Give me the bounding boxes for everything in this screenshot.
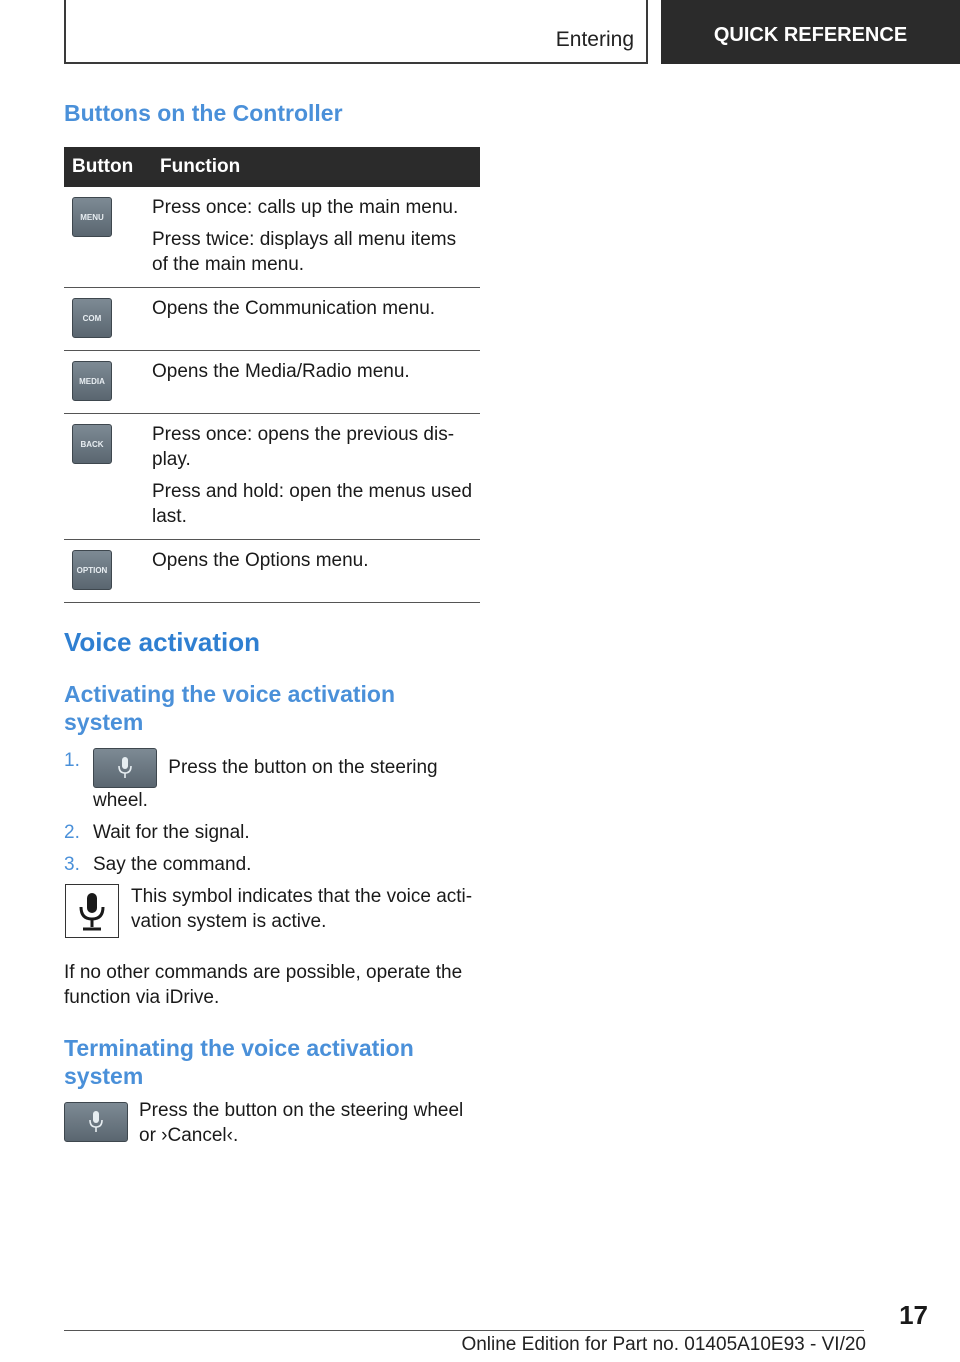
list-item (64, 748, 480, 813)
step-text: Press the button on the steering wheel. (93, 757, 438, 811)
menu-button-icon: MENU (72, 197, 112, 237)
other-commands-text: If no other commands are possible, operate the function via iDrive. (64, 962, 463, 1008)
voice-active-symbol-icon (65, 884, 119, 938)
step-number: 2. (64, 822, 80, 843)
step-text: Say the command. (93, 854, 252, 875)
footer-edition: Online Edition for Part no. 01405A10E93 - VI/20 (461, 1334, 866, 1355)
voice-symbol-note (64, 884, 480, 948)
function-text: Press once: calls up the main menu. (152, 197, 459, 218)
media-button-icon: MEDIA (72, 361, 112, 401)
function-text: Opens the Communication menu. (152, 298, 436, 319)
step-number: 3. (64, 854, 80, 875)
content-column (64, 100, 480, 1158)
table-row (64, 414, 480, 540)
page-number: 17 (899, 1300, 928, 1330)
step-text: Wait for the signal. (93, 822, 250, 843)
list-item (64, 820, 480, 845)
section-title-voice: Voice activation (64, 627, 261, 657)
com-button-icon: COM (72, 298, 112, 338)
function-text: Opens the Options menu. (152, 550, 369, 571)
table-row (64, 540, 480, 603)
column-header-button: Button (64, 147, 152, 187)
terminating-instruction (64, 1098, 480, 1158)
function-text: Opens the Media/Radio menu. (152, 361, 410, 382)
function-text: Press and hold: open the menus used last. (152, 481, 473, 527)
table-row (64, 288, 480, 351)
list-item (64, 852, 480, 877)
option-button-icon: OPTION (72, 550, 112, 590)
footer-divider (64, 1330, 864, 1331)
terminating-text: Press the button on the steering wheel or ›Cancel‹. (139, 1100, 464, 1146)
symbol-note-text: This symbol indicates that the voice acti-vation system is active. (131, 886, 473, 932)
subsection-title-activating: Activating the voice activation system (64, 681, 396, 735)
function-text: Press once: opens the previous dis-play. (152, 424, 455, 470)
header-chapter-tab: QUICK REFERENCE (661, 0, 960, 64)
subsection-title-terminating: Terminating the voice activation system (64, 1035, 414, 1089)
activation-steps (64, 748, 480, 877)
table-row (64, 187, 480, 288)
buttons-table (64, 147, 480, 603)
steering-wheel-voice-button-icon (64, 1102, 128, 1142)
back-button-icon: BACK (72, 424, 112, 464)
steering-wheel-voice-button-icon (93, 748, 157, 788)
column-header-function: Function (152, 147, 480, 187)
table-row (64, 351, 480, 414)
table-header-row (64, 147, 480, 187)
step-number: 1. (64, 750, 80, 771)
section-title-buttons: Buttons on the Controller (64, 100, 343, 126)
function-text: Press twice: displays all menu items of the main menu. (152, 229, 457, 275)
header-section-title: Entering (555, 28, 634, 51)
